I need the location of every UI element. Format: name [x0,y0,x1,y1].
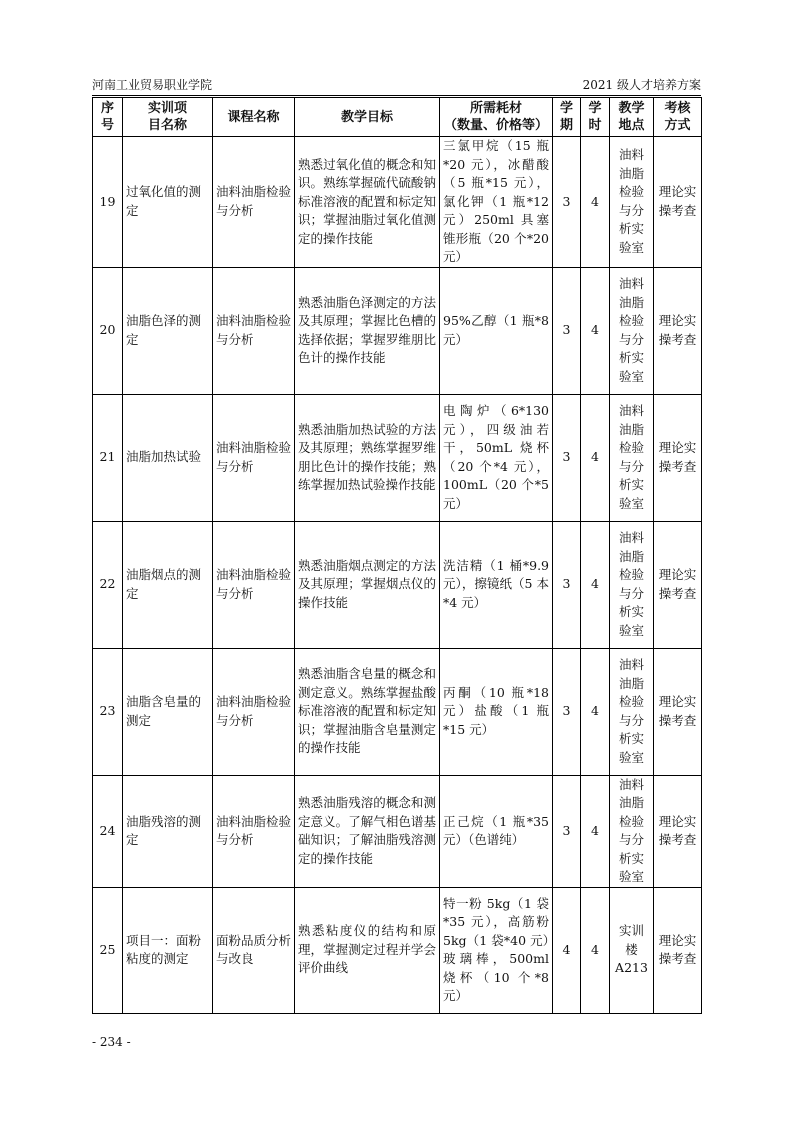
term-cell: 3 [553,394,581,521]
location-cell: 油料油脂检验与分析实验室 [610,648,654,775]
table-body [93,137,702,1014]
row-number-cell: 21 [93,394,123,521]
column-header: 课程名称 [213,98,295,137]
assessment-cell: 理论实操考查 [654,267,702,394]
location-cell: 油料油脂检验与分析实验室 [610,394,654,521]
table-row [93,267,702,394]
header-plan-title: 2021 级人才培养方案 [582,78,701,92]
table-row [93,775,702,887]
materials-cell: 洗洁精（1 桶*9.9 元），擦镜纸（5 本*4 元） [440,521,553,648]
term-cell: 3 [553,775,581,887]
row-number-cell: 22 [93,521,123,648]
project-name-cell: 油脂烟点的测定 [123,521,213,648]
teaching-goal-cell: 熟悉油脂烟点测定的方法及其原理；掌握烟点仪的操作技能 [295,521,440,648]
column-header: 所需耗材 （数量、价格等） [440,98,553,137]
assessment-cell: 理论实操考查 [654,648,702,775]
row-number-cell: 19 [93,137,123,268]
materials-cell: 特一粉 5kg（1 袋*35 元），高筋粉 5kg（1 袋*40 元）玻璃棒，500ml 烧杯（10 个*8 元） [440,887,553,1013]
page-number: - 234 - [92,1035,131,1049]
column-header: 序 号 [93,98,123,137]
column-header: 考核 方式 [654,98,702,137]
hours-cell: 4 [581,775,610,887]
term-cell: 3 [553,648,581,775]
training-table [92,97,702,1014]
row-number-cell: 23 [93,648,123,775]
table-row [93,394,702,521]
hours-cell: 4 [581,887,610,1013]
row-number-cell: 20 [93,267,123,394]
materials-cell: 三氯甲烷（15 瓶*20 元），冰醋酸（5 瓶*15 元），氯化钾（1 瓶*12 元）250ml 具塞锥形瓶（20 个*20 元） [440,137,553,268]
location-cell: 油料油脂检验与分析实验室 [610,267,654,394]
column-header: 实训项 目名称 [123,98,213,137]
course-name-cell: 油料油脂检验与分析 [213,775,295,887]
hours-cell: 4 [581,267,610,394]
teaching-goal-cell: 熟悉油脂含皂量的概念和测定意义。熟练掌握盐酸标准溶液的配置和标定知识；掌握油脂含皂量测定的操作技能 [295,648,440,775]
table-header-row [93,98,702,137]
column-header: 学 时 [581,98,610,137]
project-name-cell: 油脂残溶的测定 [123,775,213,887]
table-row [93,648,702,775]
location-cell: 实训楼A213 [610,887,654,1013]
course-name-cell: 油料油脂检验与分析 [213,521,295,648]
assessment-cell: 理论实操考查 [654,521,702,648]
teaching-goal-cell: 熟悉油脂加热试验的方法及其原理；熟练掌握罗维朋比色计的操作技能；熟练掌握加热试验操作技能 [295,394,440,521]
row-number-cell: 25 [93,887,123,1013]
course-name-cell: 面粉品质分析与改良 [213,887,295,1013]
course-name-cell: 油料油脂检验与分析 [213,394,295,521]
project-name-cell: 油脂含皂量的测定 [123,648,213,775]
course-name-cell: 油料油脂检验与分析 [213,648,295,775]
teaching-goal-cell: 熟悉粘度仪的结构和原理，掌握测定过程并学会评价曲线 [295,887,440,1013]
column-header: 学 期 [553,98,581,137]
teaching-goal-cell: 熟悉油脂残溶的概念和测定意义。了解气相色谱基础知识；了解油脂残溶测定的操作技能 [295,775,440,887]
table-row [93,887,702,1013]
column-header: 教学目标 [295,98,440,137]
project-name-cell: 油脂加热试验 [123,394,213,521]
page-header [92,76,701,94]
teaching-goal-cell: 熟悉过氧化值的概念和知识。熟练掌握硫代硫酸钠标准溶液的配置和标定知识；掌握油脂过氧化值测定的操作技能 [295,137,440,268]
project-name-cell: 项目一：面粉粘度的测定 [123,887,213,1013]
term-cell: 3 [553,521,581,648]
project-name-cell: 油脂色泽的测定 [123,267,213,394]
row-number-cell: 24 [93,775,123,887]
course-name-cell: 油料油脂检验与分析 [213,267,295,394]
materials-cell: 电陶炉（6*130 元），四级油若干，50mL 烧杯（20 个*4 元），100mL（20 个*5 元） [440,394,553,521]
hours-cell: 4 [581,648,610,775]
materials-cell: 正己烷（1 瓶*35 元）（色谱纯） [440,775,553,887]
table-row [93,137,702,268]
term-cell: 4 [553,887,581,1013]
assessment-cell: 理论实操考查 [654,394,702,521]
assessment-cell: 理论实操考查 [654,137,702,268]
hours-cell: 4 [581,137,610,268]
location-cell: 油料油脂检验与分析实验室 [610,137,654,268]
hours-cell: 4 [581,394,610,521]
course-name-cell: 油料油脂检验与分析 [213,137,295,268]
column-header: 教学 地点 [610,98,654,137]
term-cell: 3 [553,267,581,394]
header-institution: 河南工业贸易职业学院 [92,78,213,92]
assessment-cell: 理论实操考查 [654,887,702,1013]
project-name-cell: 过氧化值的测定 [123,137,213,268]
header-rule [92,95,701,96]
materials-cell: 丙酮（10 瓶*18 元）盐酸（1 瓶*15 元） [440,648,553,775]
table-row [93,521,702,648]
term-cell: 3 [553,137,581,268]
location-cell: 油料油脂检验与分析实验室 [610,775,654,887]
teaching-goal-cell: 熟悉油脂色泽测定的方法及其原理；掌握比色槽的选择依据；掌握罗维朋比色计的操作技能 [295,267,440,394]
location-cell: 油料油脂检验与分析实验室 [610,521,654,648]
assessment-cell: 理论实操考查 [654,775,702,887]
hours-cell: 4 [581,521,610,648]
materials-cell: 95%乙醇（1 瓶*8 元） [440,267,553,394]
